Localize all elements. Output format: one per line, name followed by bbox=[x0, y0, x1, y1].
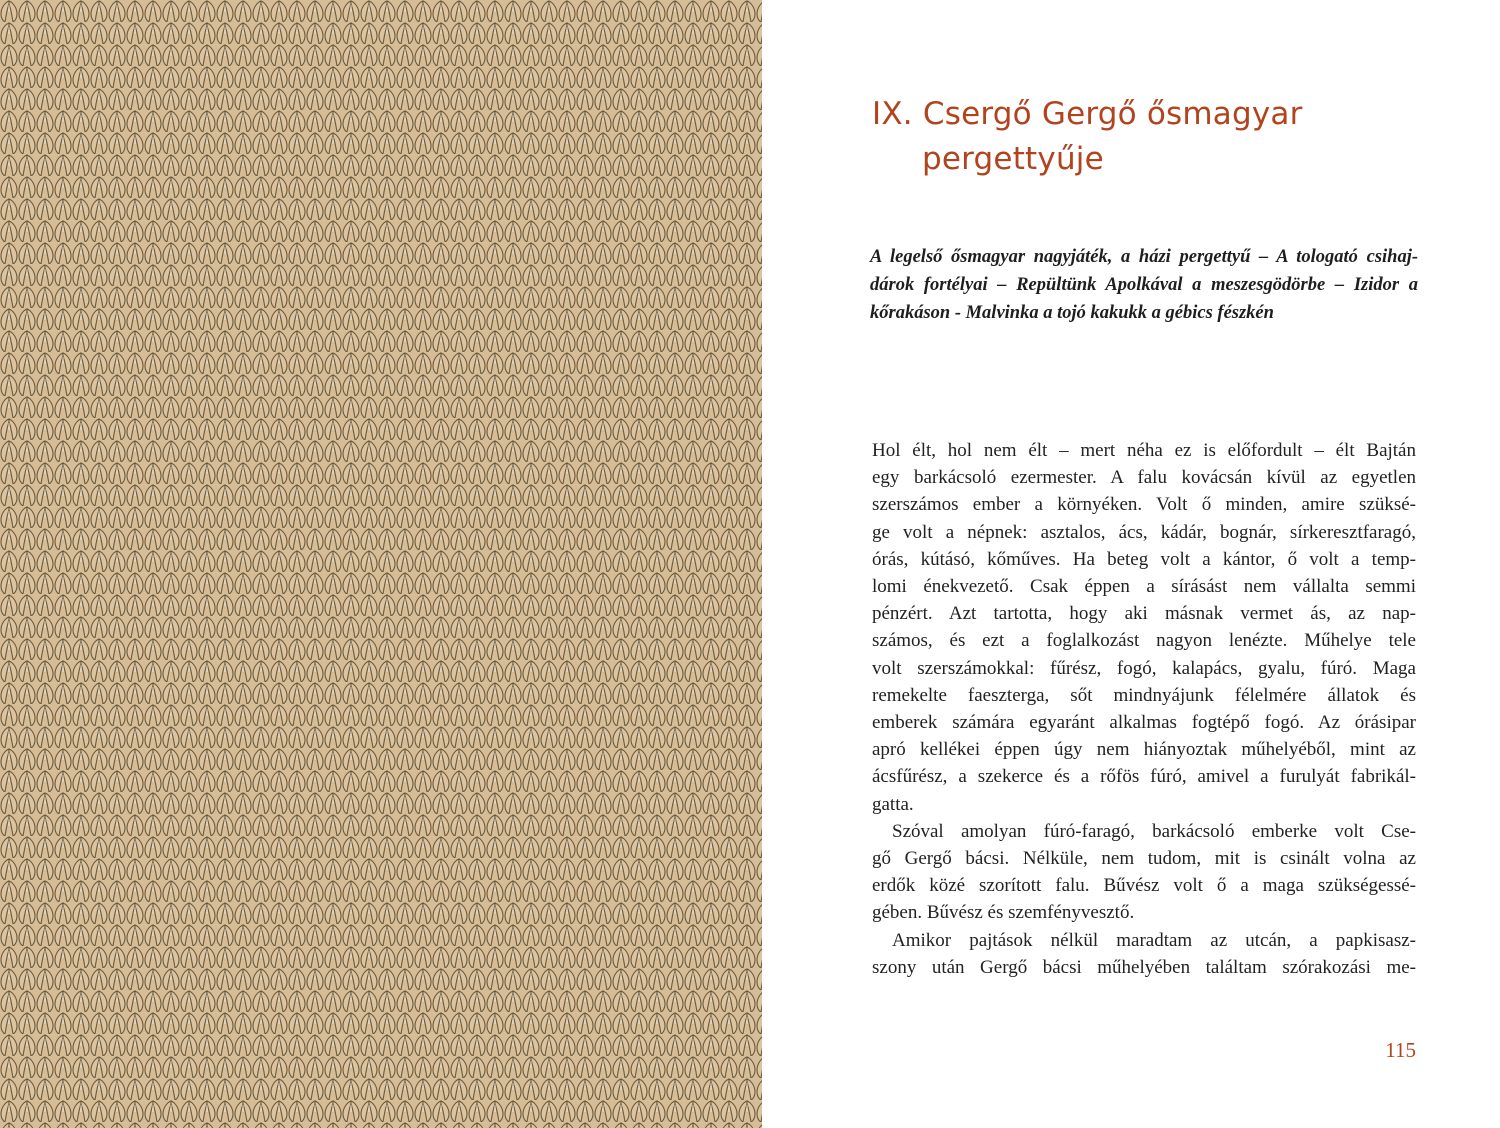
body-line: egy barkácsoló ezermester. A falu kovácsán kívül az egyetlen bbox=[872, 467, 1416, 489]
body-line: volt szerszámokkal: fűrész, fogó, kalapács, gyalu, fúró. Maga bbox=[872, 657, 1416, 679]
summary-line: A legelső ősmagyar nagyjáték, a házi pergettyű – A tologató csihaj- bbox=[870, 247, 1418, 267]
body-line: gatta. bbox=[872, 793, 914, 815]
summary-line: kőrakáson - Malvinka a tojó kakukk a gébics fészkén bbox=[870, 303, 1274, 323]
body-line: szerszámos ember a környéken. Volt ő minden, amire szüksé- bbox=[872, 494, 1416, 516]
summary-line: dárok fortélyai – Repültünk Apolkával a meszesgödörbe – Izidor a bbox=[870, 275, 1418, 295]
body-line: órás, kútásó, kőműves. Ha beteg volt a kántor, ő volt a temp- bbox=[872, 548, 1416, 570]
body-line: ge volt a népnek: asztalos, ács, kádár, bognár, sírkeresztfaragó, bbox=[872, 521, 1416, 543]
body-line: szony után Gergő bácsi műhelyében találtam szórakozási me- bbox=[872, 956, 1416, 978]
chapter-title-line-2: pergettyűje bbox=[922, 141, 1104, 177]
body-line: apró kellékei éppen úgy nem hiányoztak műhelyéből, mint az bbox=[872, 739, 1416, 761]
body-line: ácsfűrész, a szekerce és a rőfös fúró, amivel a furulyát fabrikál- bbox=[872, 766, 1416, 788]
body-line: Hol élt, hol nem élt – mert néha ez is előfordult – élt Bajtán bbox=[872, 440, 1416, 461]
body-line: lomi énekvezető. Csak éppen a sírásást nem vállalta semmi bbox=[872, 576, 1416, 598]
chapter-title bbox=[872, 92, 1472, 182]
chapter-summary bbox=[870, 243, 1418, 327]
body-line: számos, és ezt a foglalkozást nagyon lenézte. Műhelye tele bbox=[872, 630, 1416, 652]
body-text bbox=[872, 437, 1416, 981]
body-line: gő Gergő bácsi. Nélküle, nem tudom, mit is csinált volna az bbox=[872, 848, 1416, 870]
body-line: gében. Bűvész és szemfényvesztő. bbox=[872, 902, 1135, 924]
page-number: 115 bbox=[1385, 1038, 1416, 1062]
text-page bbox=[762, 0, 1500, 1128]
body-line: Amikor pajtások nélkül maradtam az utcán, a papkisasz- bbox=[892, 929, 1416, 951]
body-line: erdők közé szorított falu. Bűvész volt ő a maga szükségessé- bbox=[872, 875, 1416, 897]
body-line: emberek számára egyaránt alkalmas fogtépő fogó. Az órásipar bbox=[872, 712, 1416, 734]
body-line: remekelte faeszterga, sőt mindnyájunk félelmére állatok és bbox=[872, 684, 1416, 706]
body-line: Szóval amolyan fúró-faragó, barkácsoló emberke volt Cse- bbox=[892, 820, 1416, 842]
chapter-title-line-1: IX. Csergő Gergő ősmagyar bbox=[872, 96, 1303, 132]
body-line: pénzért. Azt tartotta, hogy aki másnak vermet ás, az nap- bbox=[872, 603, 1416, 625]
